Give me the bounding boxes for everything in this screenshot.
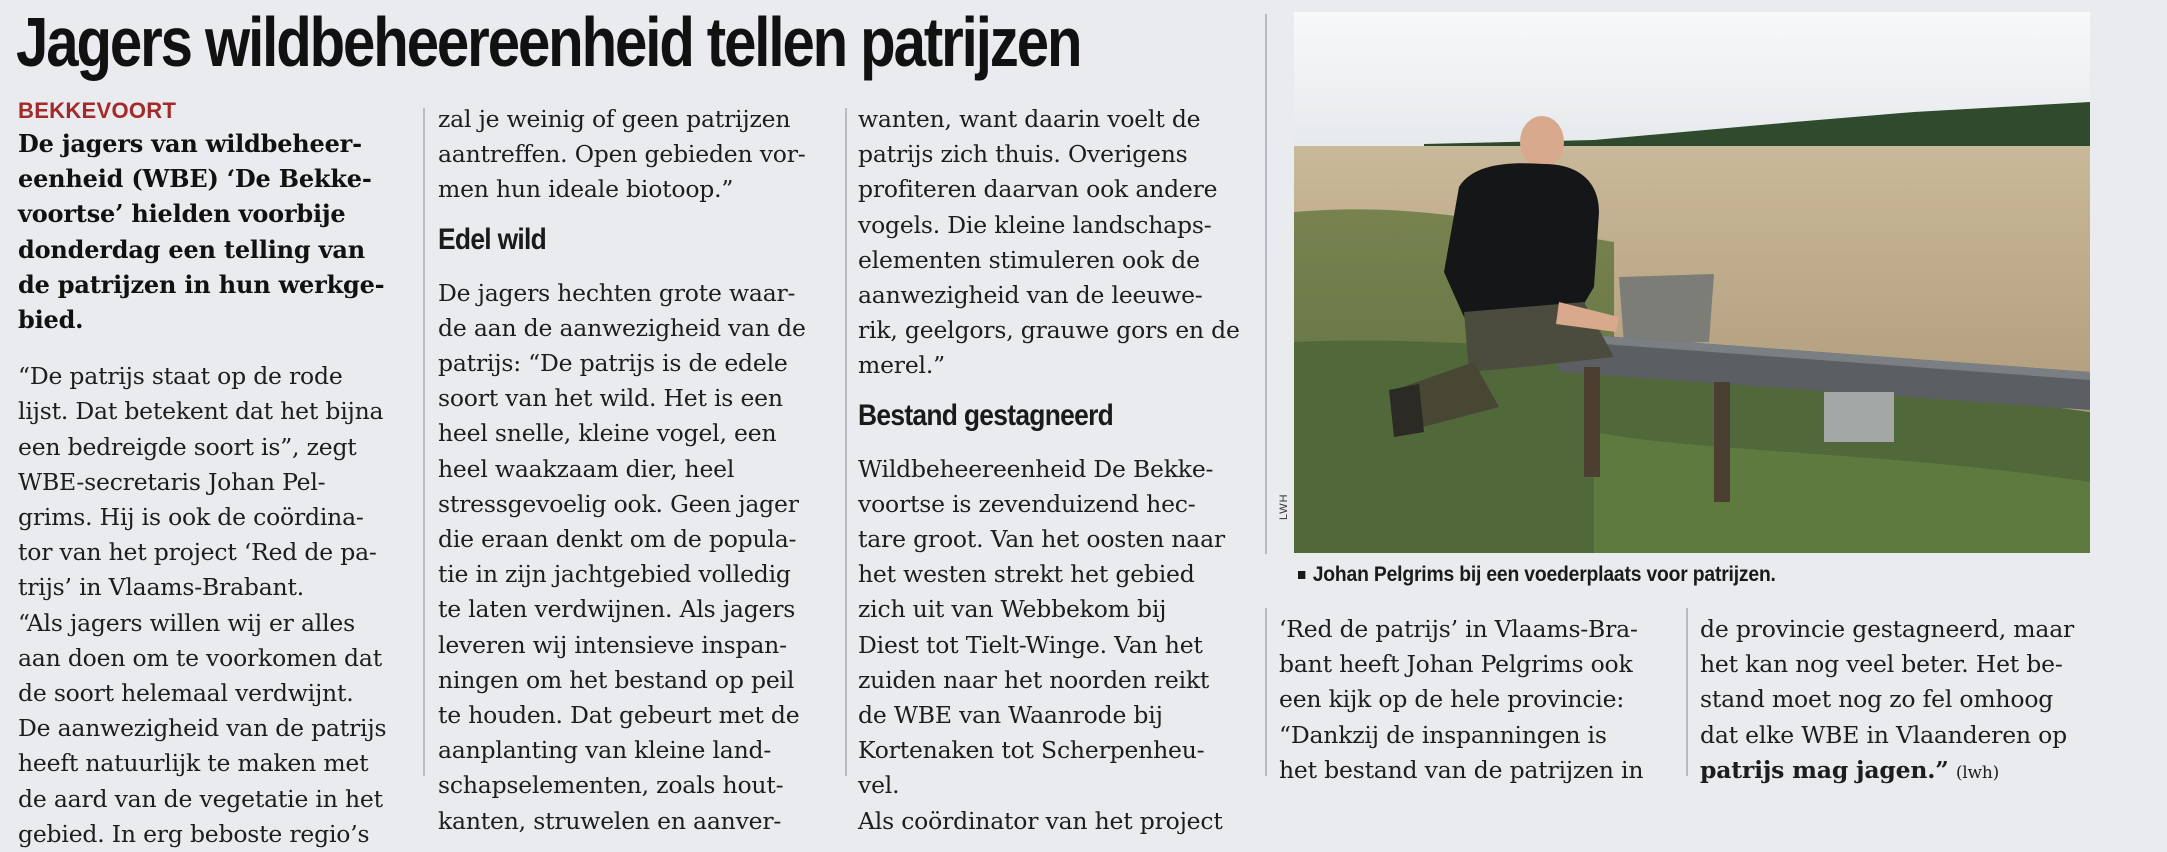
caption-bullet-icon [1298, 571, 1305, 579]
caption-text: Johan Pelgrims bij een voederplaats voor patrijzen. [1312, 563, 1776, 586]
subhead-edel-wild: Edel wild [438, 222, 547, 256]
body-text: “De patrijs staat op de rode lijst. Dat betekent dat het bijna een bedreigde soort is”, zegt WBE-secretaris Johan Pel- grims. Hij is ook de coördina- tor van het project ‘Red de pa- trijs’ in Vlaams-Brabant. “Als jagers willen wij er alles aan doen om te voorkomen dat de soort helemaal verdwijnt. De aanwezigheid van de patrijs heeft natuurlijk te maken met de aard van de vegetatie in het gebied. In erg beboste regio’s [18, 362, 387, 848]
column-divider [423, 108, 425, 776]
column-2 [438, 102, 838, 839]
column-divider [845, 108, 847, 776]
author-signature: (lwh) [1955, 762, 2000, 783]
body-text: zal je weinig of geen patrijzen aantreffen. Open gebieden vor- men hun ideale biotoop.” [438, 105, 806, 204]
body-text: De jagers hechten grote waar- de aan de aanwezigheid van de patrijs: “De patrijs is de edele soort van het wild. Het is een heel snelle, kleine vogel, een heel waakzaam dier, heel stressgevoelig ook. Geen jager die eraan denkt om de popula- tie in zijn jachtgebied volledig te laten verdwijnen. Als jagers leveren wij intensieve inspan- ningen om het bestand op peil te houden. Dat gebeurt met de aanplanting van kleine land- schapselementen, zoals hout- kanten, struwelen en aanver- [438, 278, 806, 835]
column-4 [1279, 612, 1679, 788]
body-text: ‘Red de patrijs’ in Vlaams-Bra- bant heeft Johan Pelgrims ook een kijk op de hele provincie: “Dankzij de inspanningen is het bestand van de patrijzen in [1279, 615, 1644, 784]
body-text: Wildbeheereenheid De Bekke- voortse is zevenduizend hec- tare groot. Van het oosten naar het westen strekt het gebied zich uit van Webbekom bij Diest tot Tielt-Winge. Van het zuiden naar het noorden reikt de WBE van Waanrode bij Kortenaken tot Scherpenheu- vel. Als coördinator van het project [858, 454, 1225, 835]
subhead-bestand-gestagneerd: Bestand gestagneerd [858, 398, 1114, 432]
column-divider [1265, 14, 1267, 554]
column-divider [1686, 608, 1688, 776]
dateline: BEKKEVOORT [18, 98, 177, 123]
article-photo [1294, 12, 2090, 553]
column-1 [18, 96, 418, 852]
column-divider [1265, 608, 1267, 776]
column-5 [1700, 612, 2100, 791]
photo-credit: LWH [1278, 493, 1290, 520]
closing-quote: patrijs mag jagen.” [1700, 755, 1949, 784]
body-text: wanten, want daarin voelt de patrijs zich thuis. Overigens profiteren daarvan ook andere vogels. Die kleine landschaps- elementen stimuleren ook de aanwezigheid van de leeuwe- rik, geelgors, grauwe gors en de merel.” [858, 105, 1240, 380]
lead-paragraph: De jagers van wildbeheer- eenheid (WBE) ‘De Bekke- voortse’ hielden voorbije donderdag een telling van de patrijzen in hun werkge- bied. [18, 129, 385, 335]
body-text: de provincie gestagneerd, maar het kan nog veel beter. Het be- stand moet nog zo fel omhoog dat elke WBE in Vlaanderen op [1700, 615, 2075, 749]
closing-line [1700, 753, 2100, 791]
column-3 [858, 102, 1258, 839]
photo-hunter-feeder [1294, 12, 2090, 553]
headline: Jagers wildbeheereenheid tellen patrijzen [16, 3, 1081, 81]
photo-caption [1298, 563, 1776, 587]
